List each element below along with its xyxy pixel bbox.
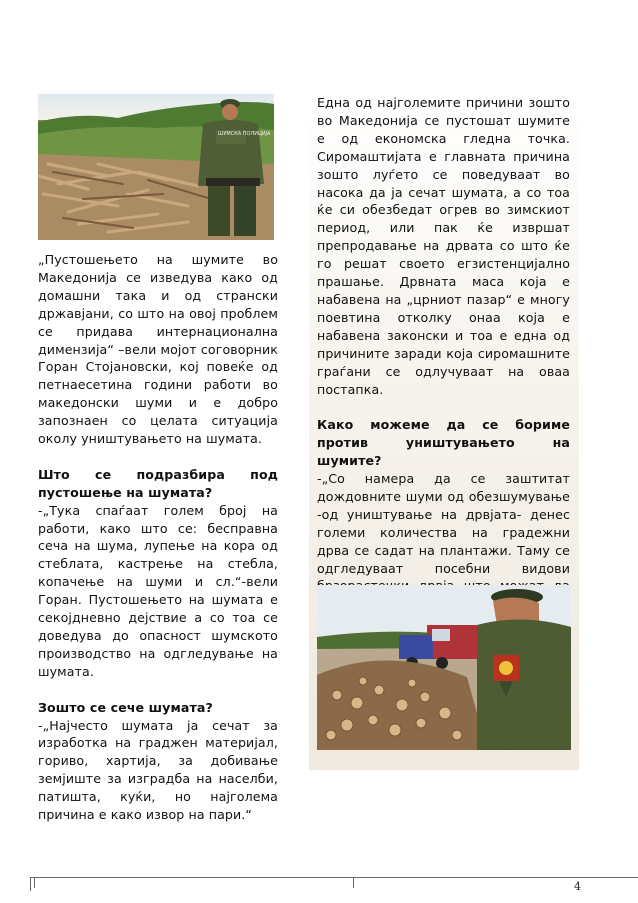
bottom-photo [317, 585, 571, 750]
top-photo [38, 94, 274, 240]
footer-left-tick [30, 877, 31, 891]
answer-paragraph-1: -„Тука спаѓаат голем број на работи, како што се: бесправна сеча на шума, лупење на кора од стеблата, кастрење на стебла, копачење на шуми и сл.“-вели Горан. Пустошењето на шумата е секојдневно дејствие а со тоа се доведува до опасност шумското производство на одгледување на шумата. [38, 502, 278, 679]
page-number: 4 [574, 880, 581, 893]
left-column [38, 251, 278, 824]
question-heading-1: Што се подразбира под пустошење на шумата? [38, 466, 278, 500]
question-heading-2: Зошто се сече шумата? [38, 699, 213, 715]
intro-paragraph: „Пустошењето на шумите во Македонија се изведува како од домашни така и од странски државјани, со што на овој проблем се придава интернационална димензија“ –вели мојот соговорник Горан Стојановски, кој повеќе од петнаесетина години работи во македонски шуми и е добро запознаен со целата ситуација околу уништувањето на шумата. [38, 252, 278, 447]
footer-tab [34, 877, 354, 888]
top-badge-text: ШУМСКА ПОЛИЦИЈА [218, 131, 271, 137]
answer-paragraph-2: -„Најчесто шумата ја сечат за изработка на граджен материјал, гориво, хартија, за добивање земјиште за изградба на населби, патишта, куќи, но најголема причина е како извор на пари.“ [38, 717, 278, 823]
answer-paragraph-3: -„Со намера да се заштитат дождовните шуми од обезшумување -од уништување на дрвјата- денес големи количества на градежни дрва се садат на плантажи. Таму се одгледуваат посебни видови [317, 471, 570, 576]
right-column [317, 94, 570, 631]
right-paragraph-1: Една од најголемите причини зошто во Македонија се пустошат шумите е од економска гледна точка. Сиромаштијата е главната причина зошто луѓето се поведуваат во насока да ја сечат шумата, а со тоа ќе си обезбедат огрев во зимскиот период, или пак ќе извршат препродавање на дрвата со што ќе го решат своето егзистенцијално прашање. Дрвната маса која е набавена на „црниот пазар“ е многу поевтина отколку онаа која е набавена законски и тоа е една од причините заради која сиромашните граѓани се одлучуваат на оваа постапка. [317, 95, 570, 397]
question-heading-3: Како можеме да се бориме против уништувањето на шумите? [317, 417, 570, 469]
